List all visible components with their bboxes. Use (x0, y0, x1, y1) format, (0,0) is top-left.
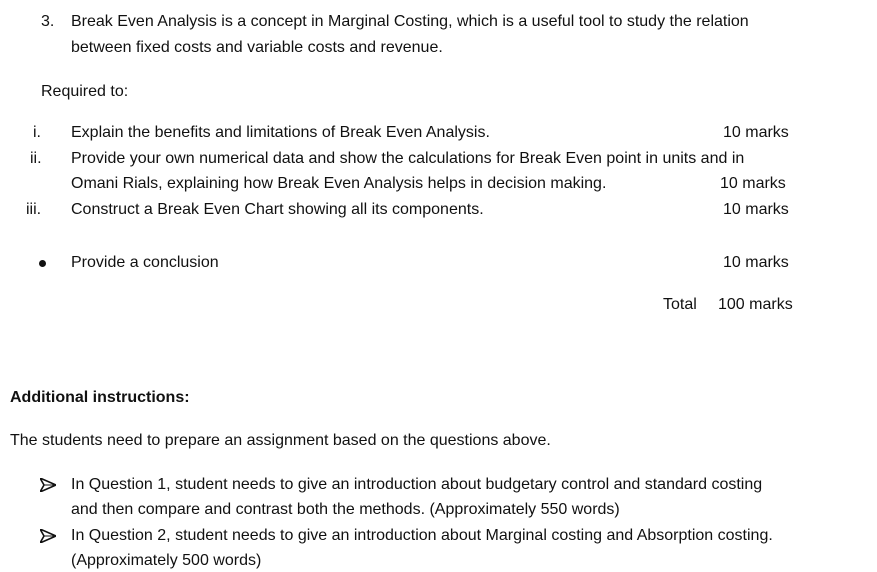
arrow-bullet-icon (40, 478, 56, 492)
task-marks-ii: 10 marks (720, 175, 786, 192)
task-text-i: Explain the benefits and limitations of Break Even Analysis. (71, 124, 490, 141)
bullet-icon (39, 260, 46, 267)
total-marks: 100 marks (718, 296, 793, 313)
conclusion-text: Provide a conclusion (71, 254, 219, 271)
task-numeral-i: i. (33, 124, 41, 141)
instruction-1-line-1: In Question 1, student needs to give an introduction about budgetary control and standard costing (71, 476, 763, 493)
instruction-2-line-1: In Question 2, student needs to give an introduction about Marginal costing and Absorption costing. (71, 527, 773, 544)
task-numeral-iii: iii. (26, 201, 42, 218)
total-label: Total (663, 296, 697, 313)
task-marks-iii: 10 marks (723, 201, 789, 218)
question-text-line-1: Break Even Analysis is a concept in Marginal Costing, which is a useful tool to study the relation (71, 13, 749, 30)
instruction-2-line-2: (Approximately 500 words) (71, 552, 262, 569)
additional-instructions-intro: The students need to prepare an assignment based on the questions above. (10, 432, 551, 449)
task-numeral-ii: ii. (30, 150, 42, 167)
instruction-1-line-2: and then compare and contrast both the methods. (Approximately 550 words) (71, 501, 620, 518)
task-text-iii: Construct a Break Even Chart showing all its components. (71, 201, 484, 218)
task-marks-i: 10 marks (723, 124, 789, 141)
additional-instructions-heading: Additional instructions: (10, 389, 190, 406)
question-number: 3. (41, 13, 55, 30)
task-text-ii-line-1: Provide your own numerical data and show the calculations for Break Even point in units and in (71, 150, 745, 167)
conclusion-marks: 10 marks (723, 254, 789, 271)
arrow-bullet-icon (40, 529, 56, 543)
task-text-ii-line-2: Omani Rials, explaining how Break Even Analysis helps in decision making. (71, 175, 607, 192)
required-label: Required to: (41, 83, 129, 100)
question-text-line-2: between fixed costs and variable costs and revenue. (71, 39, 443, 56)
